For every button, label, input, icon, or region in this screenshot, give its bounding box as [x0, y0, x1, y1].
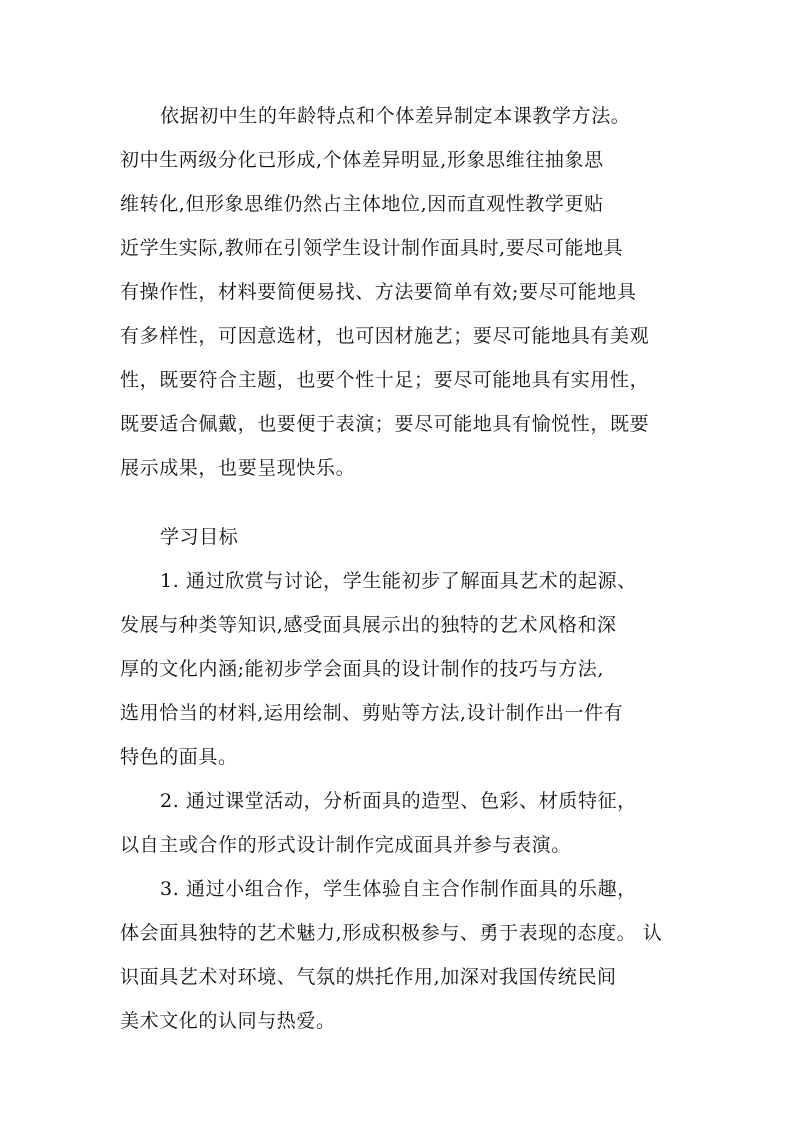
objective-2-line: 以自主或合作的形式设计制作完成面具并参与表演。 — [120, 834, 571, 856]
objective-1-line: 选用恰当的材料,运用绘制、剪贴等方法,设计制作出一件有 — [120, 702, 624, 724]
method-paragraph-line: 性，既要符合主题，也要个性十足；要尽可能地具有实用性， — [120, 369, 650, 391]
objective-1-line: 厚的文化内涵;能初步学会面具的设计制作的技巧与方法, — [120, 658, 605, 680]
objective-1-line: 特色的面具。 — [120, 746, 238, 768]
method-paragraph-line: 依据初中生的年龄特点和个体差异制定本课教学方法。 — [160, 105, 631, 127]
objective-3-line: 3. 通过小组合作，学生体验自主合作制作面具的乐趣， — [160, 878, 637, 900]
objective-1-line: 发展与种类等知识,感受面具展示出的独特的艺术风格和深 — [120, 614, 617, 636]
method-paragraph-line: 初中生两级分化已形成,个体差异明显,形象思维往抽象思 — [120, 149, 604, 171]
objective-3-line: 识面具艺术对环境、气氛的烘托作用,加深对我国传统民间 — [120, 966, 617, 988]
objectives-heading: 学习目标 — [160, 526, 239, 548]
objective-2-line: 2. 通过课堂活动，分析面具的造型、色彩、材质特征， — [160, 790, 637, 812]
objective-3-line: 体会面具独特的艺术魅力,形成积极参与、勇于表现的态度。 认 — [120, 922, 663, 944]
method-paragraph-line: 展示成果，也要呈现快乐。 — [120, 457, 356, 479]
method-paragraph-line: 有操作性，材料要简便易找、方法要简单有效;要尽可能地具 — [120, 281, 637, 303]
method-paragraph-line: 维转化,但形象思维仍然占主体地位,因而直观性教学更贴 — [120, 193, 604, 215]
method-paragraph-line: 有多样性，可因意选材，也可因材施艺；要尽可能地具有美观 — [120, 325, 650, 347]
method-paragraph-line: 近学生实际,教师在引领学生设计制作面具时,要尽可能地具 — [120, 237, 624, 259]
objective-3-line: 美术文化的认同与热爱。 — [120, 1010, 336, 1032]
method-paragraph-line: 既要适合佩戴，也要便于表演；要尽可能地具有愉悦性，既要 — [120, 413, 650, 435]
objective-1-line: 1. 通过欣赏与讨论，学生能初步了解面具艺术的起源、 — [160, 570, 637, 592]
